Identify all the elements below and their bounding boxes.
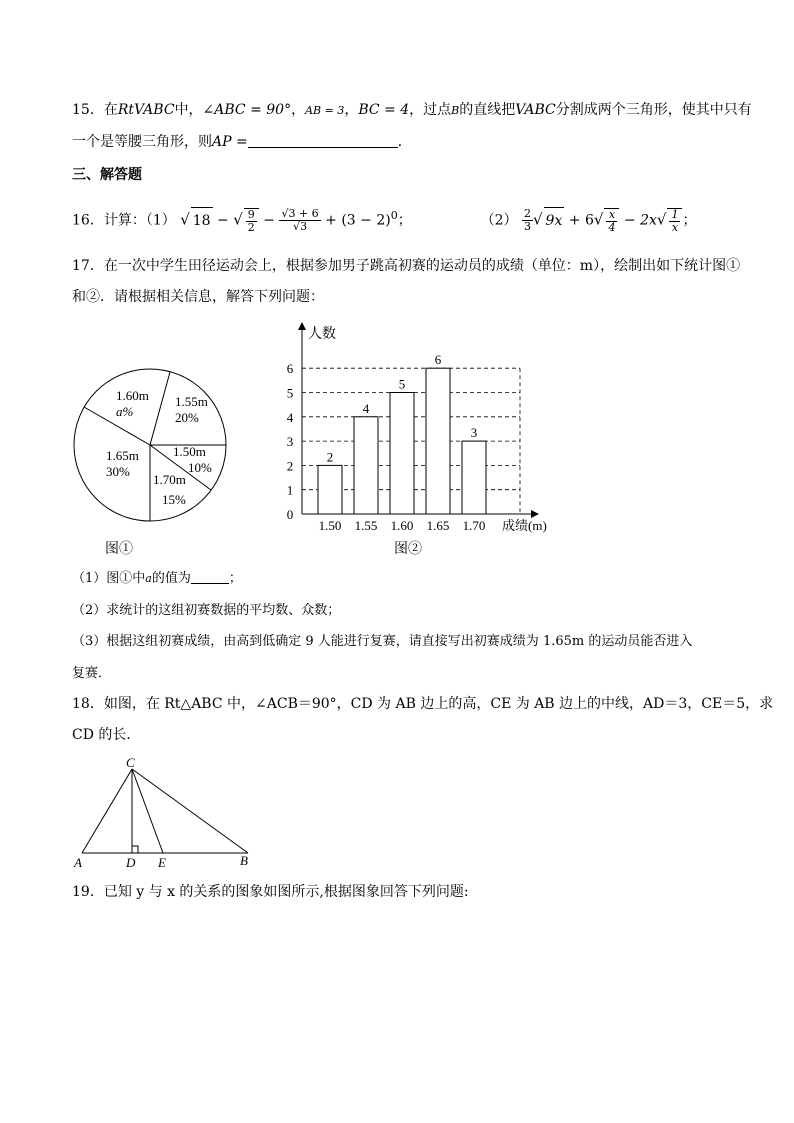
triangle-figure bbox=[70, 755, 260, 870]
side-bc bbox=[132, 769, 248, 853]
q15-answer-blank[interactable] bbox=[248, 133, 398, 148]
pie-slice-label: 1.65m bbox=[106, 448, 139, 463]
vertex-label-b: B bbox=[240, 853, 248, 868]
fig2-caption: 图② bbox=[394, 541, 422, 557]
q17-sub1: （1）图①中a的值为 ； bbox=[72, 571, 242, 586]
pie-slice-value: a% bbox=[116, 404, 134, 419]
vertex-label-a: A bbox=[74, 855, 82, 870]
y-tick-label: 5 bbox=[286, 385, 294, 401]
vertex-label-e: E bbox=[158, 855, 166, 870]
q15-line1: 15．在RtVABC中，∠ABC = 90°，AB = 3，BC = 4，过点B的直线把VABC分割成两个三角形，使其中只有 bbox=[72, 102, 752, 118]
bar-value-label: 4 bbox=[362, 400, 370, 416]
bar-value-label: 2 bbox=[326, 449, 334, 465]
q17-sub3-line1: （3）根据这组初赛成绩，由高到低确定 9 人能进行复赛，请直接写出初赛成绩为 1.65m 的运动员能否进入 bbox=[72, 634, 693, 649]
fig1-caption: 图① bbox=[105, 541, 133, 557]
vertex-label-c: C bbox=[126, 755, 135, 770]
bar-value-label: 5 bbox=[398, 376, 406, 392]
y-tick-label: 4 bbox=[286, 409, 294, 425]
bar bbox=[318, 465, 342, 514]
vertex-label-d: D bbox=[126, 855, 136, 870]
pie-slice-label: 1.70m bbox=[153, 472, 186, 487]
side-ac bbox=[82, 769, 132, 853]
q17-sub3-line2: 复赛． bbox=[72, 666, 112, 681]
pie-slice-value: 15% bbox=[162, 492, 186, 507]
y-tick-label: 0 bbox=[286, 507, 294, 522]
y-tick-label: 3 bbox=[286, 434, 294, 450]
q16-line: 16．计算：（1） √ 18 − √ $\frac{9}{2}$ − $\frac{√3 + 6}{√3}$ + $(3 - 2)^0$； （2） $\frac{2}{3}$ √ 9x + 6√ $\frac{x}{4}$ − 2x√ $\frac{1}{x}$ ； bbox=[72, 207, 697, 234]
pie-slice-label: 1.50m bbox=[173, 444, 206, 459]
y-tick-label: 6 bbox=[286, 361, 294, 377]
section-heading: 三、解答题 bbox=[72, 167, 142, 183]
x-tick-label: 1.70 bbox=[462, 518, 486, 533]
q17-sub2: （2）求统计的这组初赛数据的平均数、众数； bbox=[72, 603, 341, 618]
q17-line2: 和②．请根据相关信息，解答下列问题： bbox=[72, 289, 324, 305]
x-axis-label: 成绩(m) bbox=[502, 518, 547, 533]
x-tick-label: 1.65 bbox=[426, 518, 450, 533]
y-axis-label: 人数 bbox=[308, 327, 336, 342]
x-tick-label: 1.60 bbox=[390, 518, 414, 533]
bar bbox=[426, 368, 450, 514]
x-tick-label: 1.55 bbox=[354, 518, 378, 533]
q17-answer-blank[interactable] bbox=[191, 569, 229, 584]
q15-line2: 一个是等腰三角形，则AP = ． bbox=[72, 134, 412, 150]
pie-slice-value: 20% bbox=[175, 410, 199, 425]
bar-value-label: 3 bbox=[470, 425, 478, 441]
q18-line2: CD 的长． bbox=[72, 727, 141, 743]
median-ce bbox=[132, 769, 163, 853]
pie-slice-label: 1.60m bbox=[116, 388, 149, 403]
y-tick-label: 2 bbox=[286, 458, 294, 474]
pie-divider bbox=[150, 372, 170, 445]
pie-slice-value: 10% bbox=[188, 460, 212, 475]
pie-slice-label: 1.55m bbox=[175, 394, 208, 409]
bar-chart bbox=[280, 318, 570, 538]
pie-chart bbox=[70, 360, 240, 530]
pie-slice-value: 30% bbox=[106, 464, 130, 479]
bar bbox=[390, 393, 414, 515]
x-tick-label: 1.50 bbox=[318, 518, 342, 533]
bar-value-label: 6 bbox=[434, 352, 442, 368]
q17-line1: 17．在一次中学生田径运动会上，根据参加男子跳高初赛的运动员的成绩（单位：m），绘制出如下统计图① bbox=[72, 258, 741, 274]
q19-line1: 19．已知 y 与 x 的关系的图象如图所示,根据图象回答下列问题: bbox=[72, 884, 469, 900]
y-tick-label: 1 bbox=[286, 482, 294, 498]
right-angle-mark bbox=[132, 846, 138, 853]
bar bbox=[462, 441, 486, 514]
bar bbox=[354, 417, 378, 514]
q18-line1: 18．如图，在 Rt△ABC 中，∠ACB＝90°，CD 为 AB 边上的高，CE 为 AB 边上的中线，AD＝3，CE＝5，求 bbox=[72, 696, 774, 712]
